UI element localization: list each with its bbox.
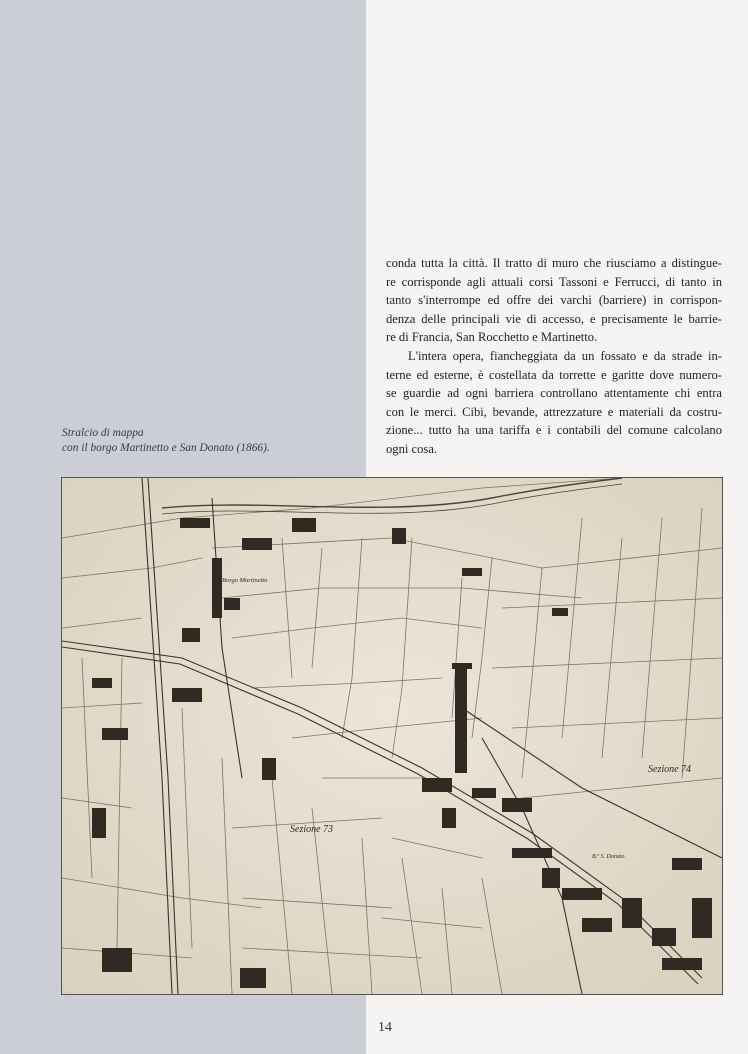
paragraph-1-line: tanto s'interrompe ed offre dei varchi (barriere) in corrispon-: [386, 293, 722, 308]
paragraph-1-line: conda tutta la città. Il tratto di muro che riusciamo a distingue-: [386, 256, 722, 270]
paragraph-2-line: con le merci. Cibi, bevande, attrezzature e materiali da costru-: [386, 404, 722, 419]
paragraph-2-line: L'intera opera, fiancheggiata da un fossato e da strade in-: [408, 348, 722, 363]
body-text: [386, 254, 722, 459]
paragraph-2-line: zione... tutto ha una tariffa e i contabili del comune calcolano: [386, 423, 722, 438]
page-number: 14: [378, 1020, 392, 1035]
map-drawing: [62, 478, 722, 994]
map-label-borgo: Borgo Martinetto: [222, 577, 268, 584]
paragraph-1-line: re di Francia, San Rocchetto e Martinetto.: [386, 330, 598, 345]
map-label-sezione-73: Sezione 73: [290, 824, 334, 835]
paragraph-2-line: se guardie ad ogni barriera controllano attentamente chi entra: [386, 386, 722, 401]
historical-map: [61, 477, 723, 995]
paragraph-2-line: terne ed esterne, è costellata da torrette e garitte dove numero-: [386, 367, 722, 382]
map-label-sezione-74: Sezione 74: [648, 764, 692, 775]
paragraph-1-line: denza delle principali vie di accesso, e precisamente le barrie-: [386, 311, 722, 326]
figure-caption: [62, 426, 362, 456]
paragraph-2-line: ogni cosa.: [386, 441, 438, 456]
map-label-s-donato: B.º S. Donato: [592, 854, 625, 860]
caption-line-2: con il borgo Martinetto e San Donato (1866).: [62, 442, 270, 454]
caption-line-1: Stralcio di mappa: [62, 427, 144, 439]
paragraph-1-line: re corrisponde agli attuali corsi Tassoni e Ferrucci, di tanto in: [386, 274, 722, 289]
